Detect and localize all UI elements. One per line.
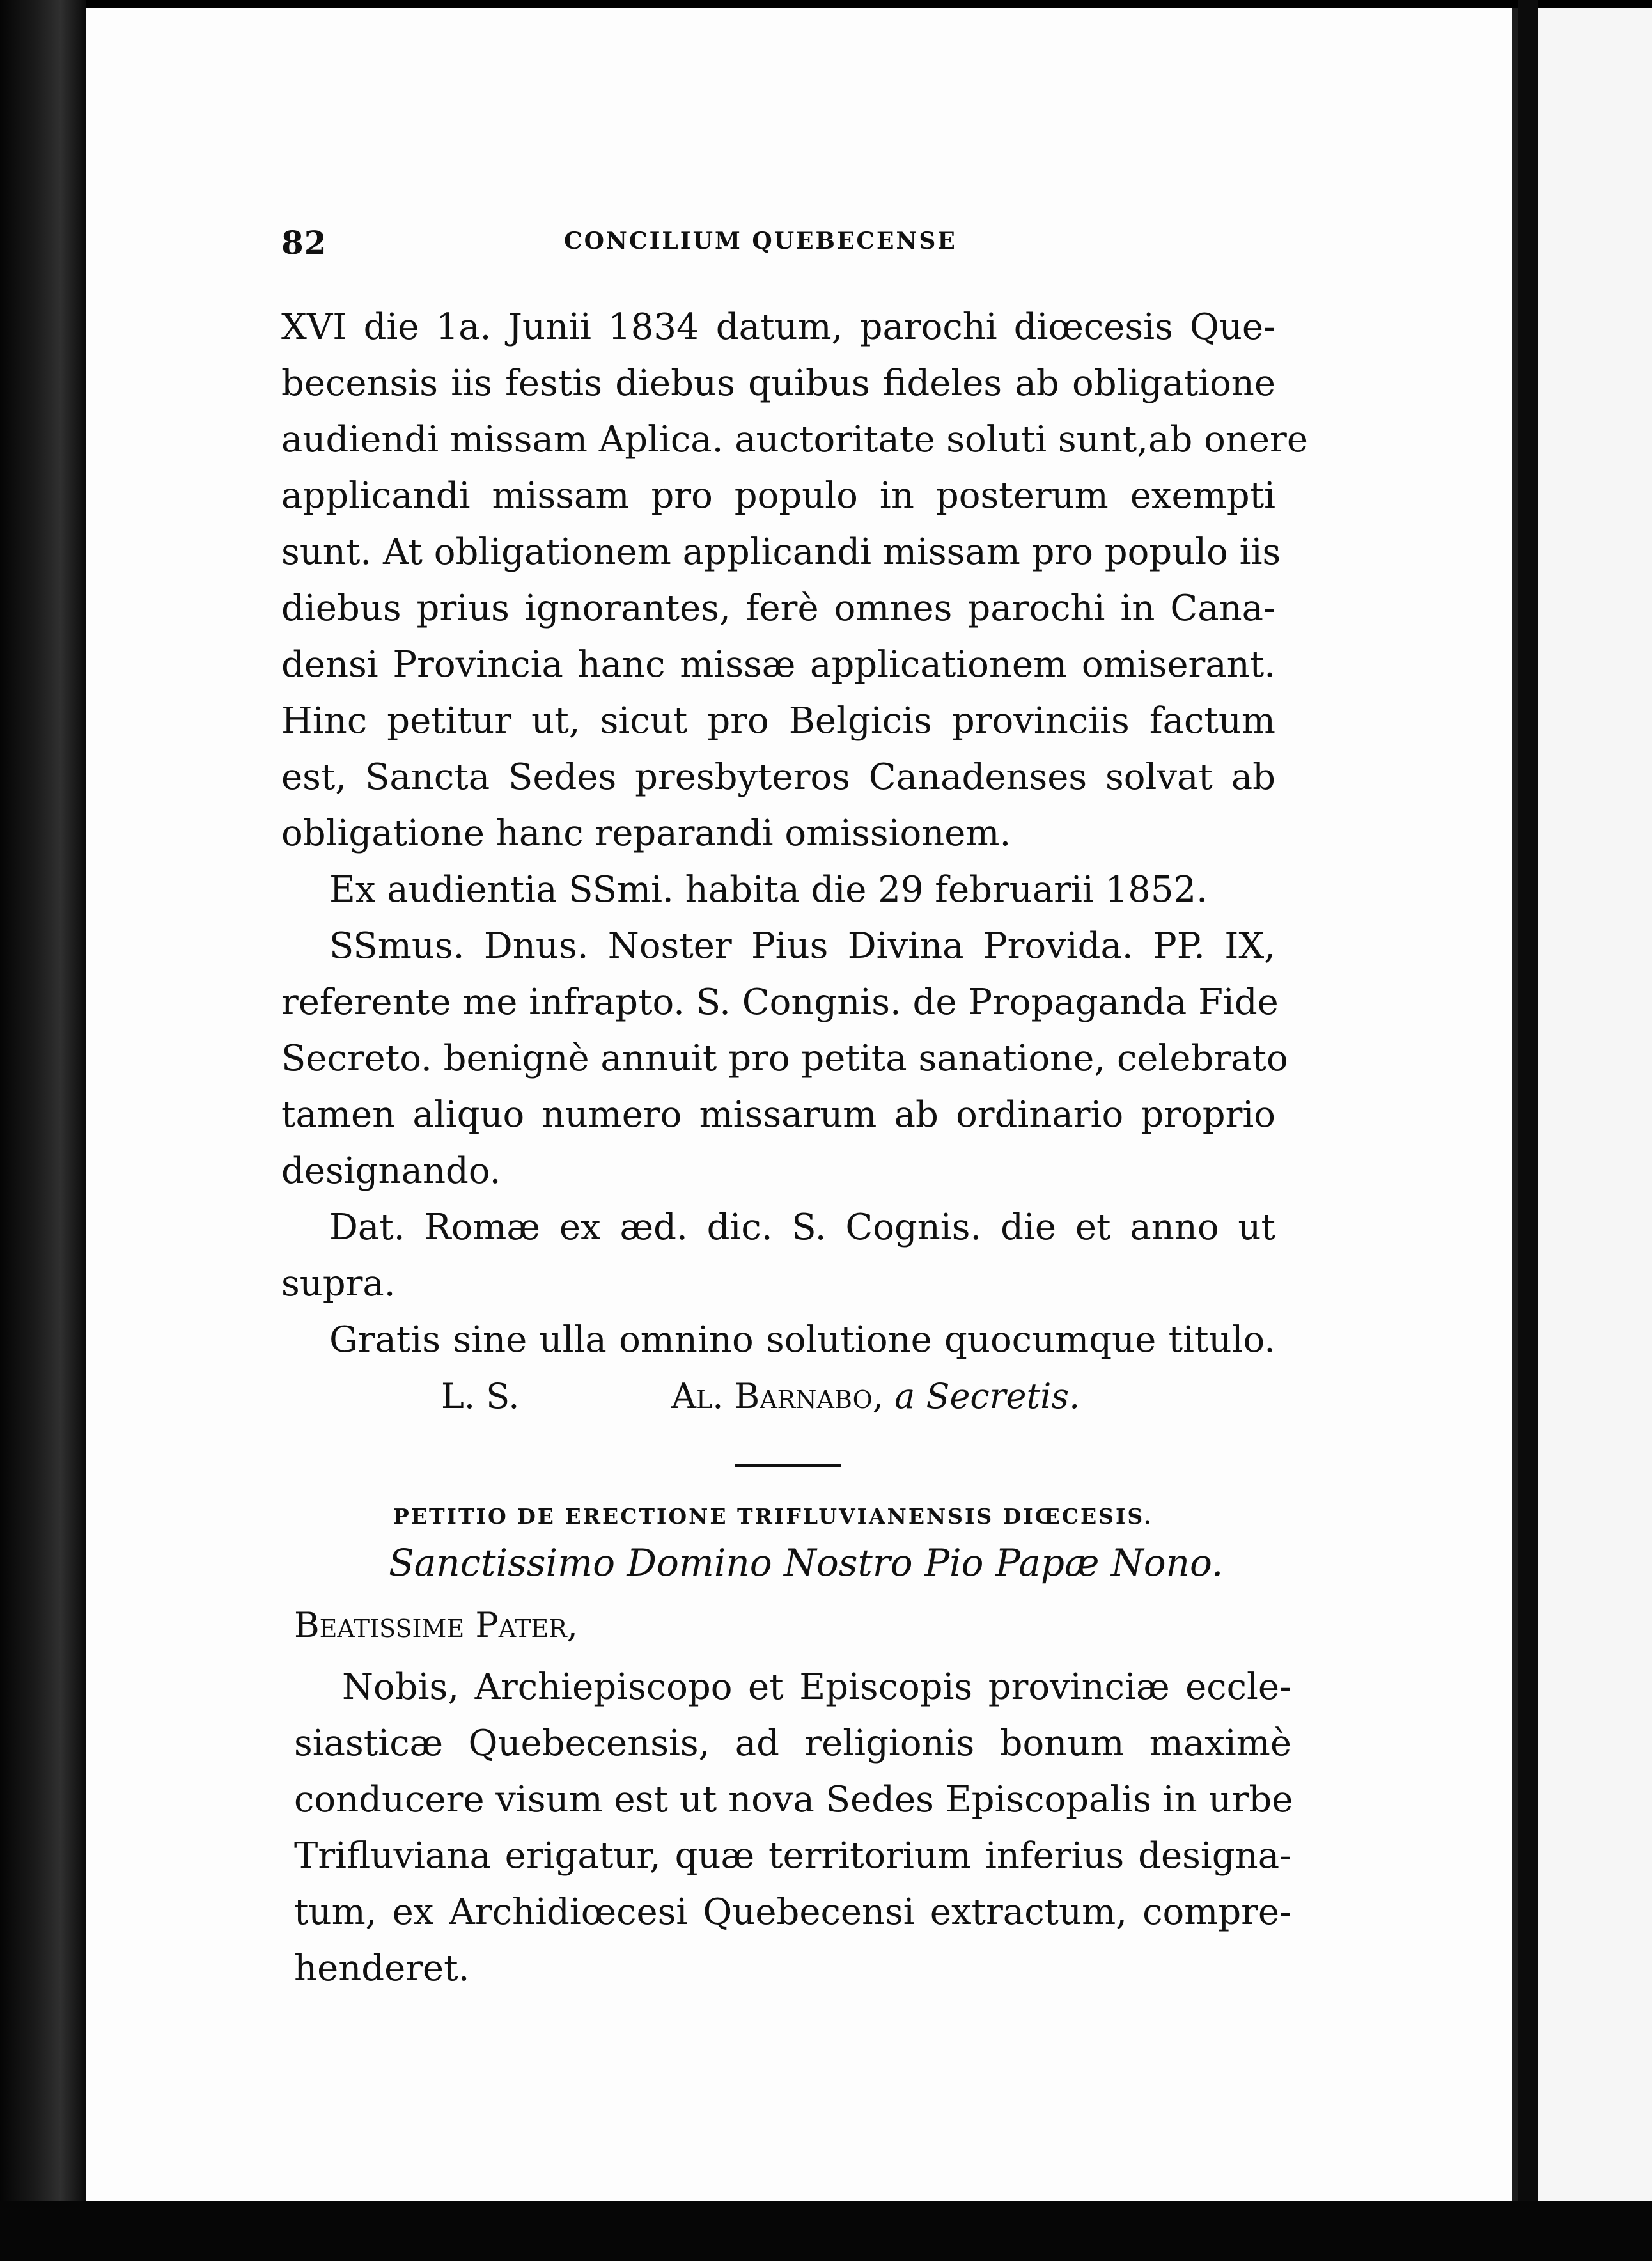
body-line: diebus prius ignorantes, ferè omnes parochi in Cana- bbox=[281, 588, 1275, 629]
body-line: SSmus. Dnus. Noster Pius Divina Provida. PP. IX, bbox=[329, 925, 1275, 967]
scan-dark-edge bbox=[0, 0, 86, 2261]
body-line: obligatione hanc reparandi omissionem. bbox=[281, 813, 1011, 854]
body-line: supra. bbox=[281, 1263, 396, 1304]
seal-mark: L. S. bbox=[441, 1376, 520, 1416]
salutation: Beatissime Pater, bbox=[294, 1605, 578, 1645]
page-gutter bbox=[1518, 0, 1538, 2261]
petitio-line: conducere visum est ut nova Sedes Episcopalis in urbe bbox=[294, 1779, 1293, 1820]
body-line: Gratis sine ulla omnino solutione quocumque titulo. bbox=[329, 1319, 1275, 1361]
page-number: 82 bbox=[281, 224, 327, 262]
body-line: designando. bbox=[281, 1150, 501, 1192]
body-line: XVI die 1a. Junii 1834 datum, parochi diœcesis Que- bbox=[281, 306, 1275, 348]
signatory-line bbox=[671, 1368, 1080, 1425]
section-divider bbox=[735, 1464, 841, 1467]
scan-bottom-edge bbox=[0, 2201, 1652, 2261]
body-line: Dat. Romæ ex æd. dic. S. Cognis. die et anno ut bbox=[329, 1207, 1275, 1248]
body-line: Ex audientia SSmi. habita die 29 februarii 1852. bbox=[329, 869, 1208, 911]
petitio-line: tum, ex Archidiœcesi Quebecensi extractum, compre- bbox=[294, 1891, 1291, 1933]
signatory-name: Al. Barnabo, bbox=[671, 1376, 884, 1416]
body-line: becensis iis festis diebus quibus fideles ab obligatione bbox=[281, 363, 1275, 404]
body-line: tamen aliquo numero missarum ab ordinario proprio bbox=[281, 1094, 1275, 1136]
body-line: est, Sancta Sedes presbyteros Canadenses solvat ab bbox=[281, 756, 1275, 798]
body-line: Hinc petitur ut, sicut pro Belgicis provinciis factum bbox=[281, 700, 1275, 742]
adjacent-page-edge bbox=[1538, 8, 1652, 2201]
address-line: Sanctissimo Domino Nostro Pio Papæ Nono. bbox=[389, 1541, 1224, 1584]
petitio-line: henderet. bbox=[294, 1948, 470, 1989]
body-line: referente me infrapto. S. Congnis. de Propaganda Fide bbox=[281, 982, 1279, 1023]
body-line: sunt. At obligationem applicandi missam pro populo iis bbox=[281, 531, 1281, 573]
body-line: applicandi missam pro populo in posterum exempti bbox=[281, 475, 1275, 517]
body-line: densi Provincia hanc missæ applicationem omiserant. bbox=[281, 644, 1275, 685]
body-line: Secreto. benignè annuit pro petita sanatione, celebrato bbox=[281, 1038, 1288, 1079]
petitio-line: Trifluviana erigatur, quæ territorium inferius designa- bbox=[294, 1835, 1291, 1877]
body-line: audiendi missam Aplica. auctoritate soluti sunt,ab onere bbox=[281, 419, 1308, 460]
petitio-line: siasticæ Quebecensis, ad religionis bonum maximè bbox=[294, 1723, 1291, 1764]
section-heading: PETITIO DE ERECTIONE TRIFLUVIANENSIS DIŒCESIS. bbox=[393, 1504, 1153, 1529]
petitio-line: Nobis, Archiepiscopo et Episcopis provinciæ eccle- bbox=[342, 1666, 1291, 1708]
signatory-title: a Secretis. bbox=[894, 1376, 1080, 1416]
running-head: CONCILIUM QUEBECENSE bbox=[564, 228, 957, 254]
